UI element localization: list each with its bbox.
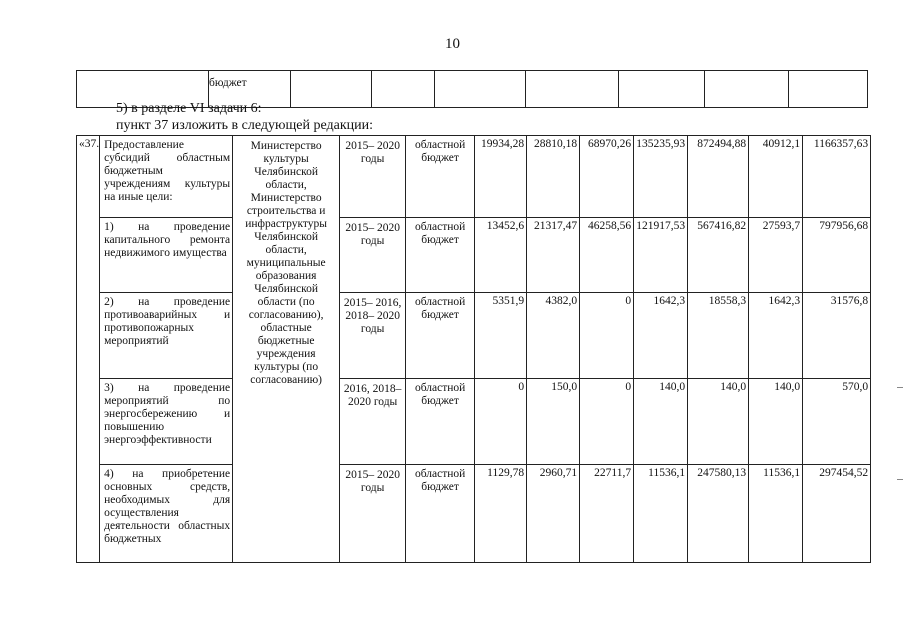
value-cell: 13452,6: [475, 218, 527, 293]
value-cell: 0: [475, 379, 527, 465]
row-source: областной бюджет: [406, 218, 475, 293]
value-cell: 5351,9: [475, 293, 527, 379]
value-cell: 11536,1: [634, 465, 688, 563]
top-cell-7: [619, 71, 705, 108]
top-cell-3: [291, 71, 372, 108]
value-cell: 872494,88: [688, 136, 749, 218]
value-cell: 140,0: [688, 379, 749, 465]
item-number: «37.: [77, 136, 100, 563]
budget-label: бюджет: [209, 71, 291, 108]
table-row-subitem-1: [77, 218, 871, 293]
responsible-executors: Министерство культуры Челябинской области, Министерство строительства и инфраструктуры Челябинской области, муниципальные образования Челябинской области (по согласованию), областные бюджетные учреждения культуры (по согласованию): [233, 136, 340, 563]
row-years: 2015– 2020 годы: [340, 136, 406, 218]
row-desc: Предоставление субсидий областным бюджетным учреждениям культуры на иные цели:: [100, 136, 233, 218]
value-cell: 4382,0: [527, 293, 580, 379]
value-cell: 1129,78: [475, 465, 527, 563]
value-cell: 1166357,63: [803, 136, 871, 218]
value-cell: 247580,13: [688, 465, 749, 563]
table-row-subitem-3: [77, 379, 871, 465]
table-row-subitem-2: [77, 293, 871, 379]
scan-margin-mark: [897, 479, 903, 480]
value-cell: 2960,71: [527, 465, 580, 563]
row-desc: 4) на приобретение основных средств, необходимых для осуществления деятельности областных бюджетных: [100, 465, 233, 563]
row-years: 2015– 2020 годы: [340, 465, 406, 563]
value-cell: 797956,68: [803, 218, 871, 293]
value-cell: 1642,3: [749, 293, 803, 379]
row-source: областной бюджет: [406, 379, 475, 465]
value-cell: 567416,82: [688, 218, 749, 293]
top-cell-8: [705, 71, 789, 108]
value-cell: 18558,3: [688, 293, 749, 379]
top-cell-6: [526, 71, 619, 108]
row-years: 2015– 2020 годы: [340, 218, 406, 293]
value-cell: 19934,28: [475, 136, 527, 218]
value-cell: 27593,7: [749, 218, 803, 293]
value-cell: 0: [580, 293, 634, 379]
row-source: областной бюджет: [406, 136, 475, 218]
top-cell-5: [435, 71, 526, 108]
row-desc: 1) на проведение капитального ремонта недвижимого имущества: [100, 218, 233, 293]
value-cell: 135235,93: [634, 136, 688, 218]
instruction-line-2: пункт 37 изложить в следующей редакции:: [116, 118, 373, 133]
row-desc: 2) на проведение противоаварийных и противопожарных мероприятий: [100, 293, 233, 379]
table-row-subitem-4: [77, 465, 871, 563]
row-years: 2016, 2018– 2020 годы: [340, 379, 406, 465]
instruction-line-1: 5) в разделе VI задачи 6:: [116, 101, 262, 116]
value-cell: 0: [580, 379, 634, 465]
top-cell-4: [372, 71, 435, 108]
value-cell: 140,0: [749, 379, 803, 465]
value-cell: 31576,8: [803, 293, 871, 379]
table-row-total: [77, 136, 871, 218]
value-cell: 570,0: [803, 379, 871, 465]
value-cell: 28810,18: [527, 136, 580, 218]
program-table: [76, 135, 871, 563]
value-cell: 68970,26: [580, 136, 634, 218]
row-years: 2015– 2016, 2018– 2020 годы: [340, 293, 406, 379]
top-cell-9: [789, 71, 868, 108]
value-cell: 22711,7: [580, 465, 634, 563]
value-cell: 140,0: [634, 379, 688, 465]
row-source: областной бюджет: [406, 293, 475, 379]
value-cell: 1642,3: [634, 293, 688, 379]
row-source: областной бюджет: [406, 465, 475, 563]
value-cell: 150,0: [527, 379, 580, 465]
page-number: 10: [445, 36, 460, 52]
value-cell: 46258,56: [580, 218, 634, 293]
value-cell: 297454,52: [803, 465, 871, 563]
value-cell: 121917,53: [634, 218, 688, 293]
scan-margin-mark: [897, 387, 903, 388]
value-cell: 21317,47: [527, 218, 580, 293]
value-cell: 11536,1: [749, 465, 803, 563]
value-cell: 40912,1: [749, 136, 803, 218]
row-desc: 3) на проведение мероприятий по энергосбережению и повышению энергоэффективности: [100, 379, 233, 465]
